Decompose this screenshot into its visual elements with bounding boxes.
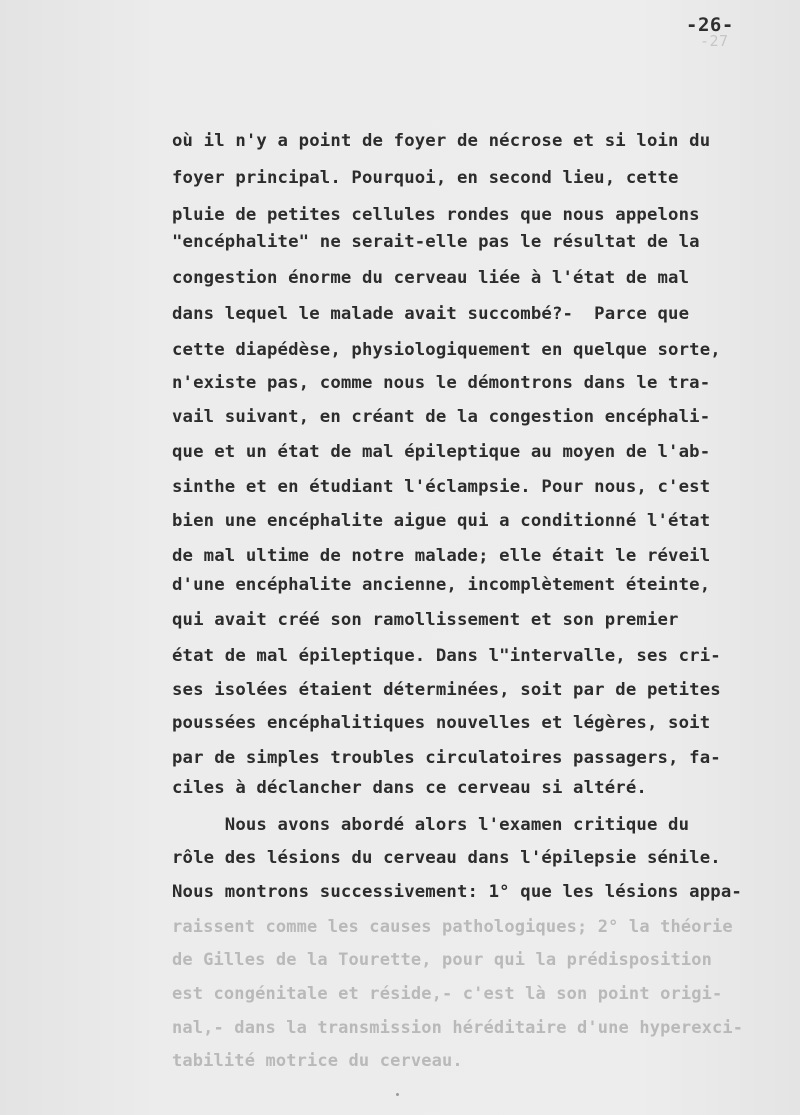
text-line: foyer principal. Pourquoi, en second lieu, cette	[172, 168, 679, 188]
text-line: bien une encéphalite aigue qui a conditionné l'état	[172, 511, 711, 531]
bleed-through-page-number: -27	[700, 32, 729, 50]
text-line: d'une encéphalite ancienne, incomplètement éteinte,	[172, 575, 711, 595]
text-line: sinthe et en étudiant l'éclampsie. Pour nous, c'est	[172, 477, 711, 497]
faded-text-line: tabilité motrice du cerveau.	[172, 1051, 463, 1071]
text-line: poussées encéphalitiques nouvelles et légères, soit	[172, 713, 711, 733]
text-line: où il n'y a point de foyer de nécrose et si loin du	[172, 131, 711, 151]
faded-text-line: de Gilles de la Tourette, pour qui la prédisposition	[172, 950, 713, 970]
text-line: congestion énorme du cerveau liée à l'état de mal	[172, 268, 690, 288]
text-line: "encéphalite" ne serait-elle pas le résultat de la	[172, 232, 700, 252]
text-line: de mal ultime de notre malade; elle était le réveil	[172, 546, 711, 566]
text-line: qui avait créé son ramollissement et son premier	[172, 610, 679, 630]
text-line: Nous avons abordé alors l'examen critique du	[172, 815, 690, 835]
text-line: n'existe pas, comme nous le démontrons dans le tra-	[172, 373, 711, 393]
text-line: état de mal épileptique. Dans l"intervalle, ses cri-	[172, 646, 721, 666]
paper-speck	[396, 1093, 399, 1096]
text-line: ciles à déclancher dans ce cerveau si altéré.	[172, 778, 647, 798]
page-number: -26-	[686, 14, 734, 36]
faded-text-line: raissent comme les causes pathologiques; 2° la théorie	[172, 917, 733, 937]
faded-text-line: nal,- dans la transmission héréditaire d'une hyperexci-	[172, 1018, 744, 1038]
text-line: cette diapédèse, physiologiquement en quelque sorte,	[172, 340, 721, 360]
text-line: ses isolées étaient déterminées, soit par de petites	[172, 680, 721, 700]
text-line: que et un état de mal épileptique au moyen de l'ab-	[172, 442, 711, 462]
text-line: pluie de petites cellules rondes que nous appelons	[172, 205, 700, 225]
text-line: dans lequel le malade avait succombé?- Parce que	[172, 304, 690, 324]
text-line: rôle des lésions du cerveau dans l'épilepsie sénile.	[172, 848, 721, 868]
text-line: Nous montrons successivement: 1° que les lésions appa-	[172, 882, 742, 902]
faded-text-line: est congénitale et réside,- c'est là son point origi-	[172, 984, 723, 1004]
text-line: vail suivant, en créant de la congestion encéphali-	[172, 407, 711, 427]
text-line: par de simples troubles circulatoires passagers, fa-	[172, 748, 721, 768]
